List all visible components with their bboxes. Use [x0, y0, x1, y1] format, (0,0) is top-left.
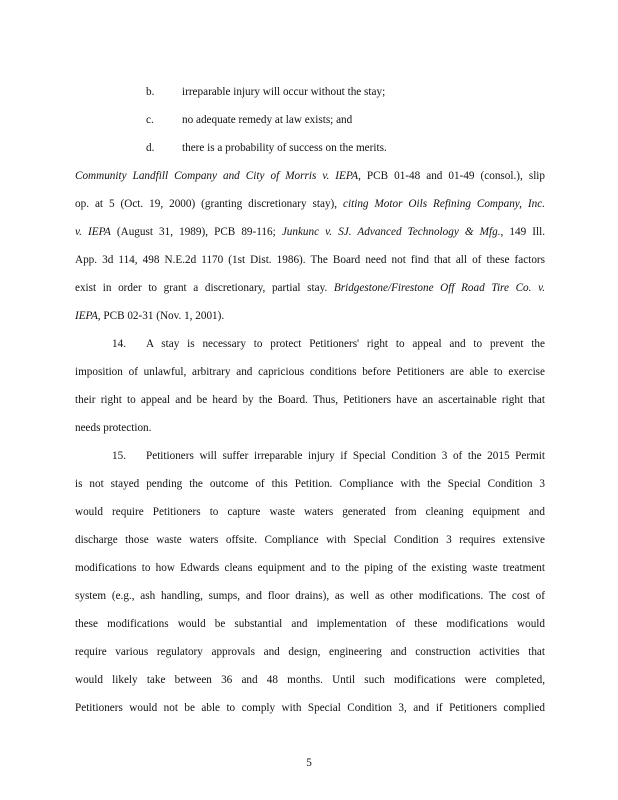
paragraph-number: 14. [112, 338, 126, 350]
paragraph-line: needs protection. [75, 422, 152, 434]
list-letter: b. [146, 86, 155, 98]
citation-text: exist in order to grant a discretionary, partial stay. [75, 282, 334, 294]
case-name: IEPA [75, 310, 98, 322]
citation-text: op. at 5 (Oct. 19, 2000) (granting discretionary stay), [75, 198, 344, 210]
citation-line [75, 197, 545, 211]
citation-line [75, 309, 545, 323]
paragraph-line: require various regulatory approvals and design, engineering and construction activities that [75, 646, 545, 658]
case-name: Bridgestone/Firestone Off Road Tire Co. v. [333, 282, 545, 294]
list-item-text: there is a probability of success on the merits. [182, 142, 387, 154]
paragraph-line: is not stayed pending the outcome of this Petition. Compliance with the Special Condition 3 [75, 478, 545, 490]
paragraph-line: discharge those waste waters offsite. Compliance with Special Condition 3 requires extensive [75, 534, 545, 546]
citation-line: App. 3d 114, 498 N.E.2d 1170 (1st Dist. 1986). The Board need not find that all of these factors [75, 254, 545, 266]
paragraph-line: would likely take between 36 and 48 months. Until such modifications were completed, [75, 674, 545, 686]
list-item-text: no adequate remedy at law exists; and [182, 114, 353, 126]
citation-text: , PCB 02-31 (Nov. 1, 2001). [97, 310, 225, 322]
citation-line [75, 225, 545, 239]
citation-line [75, 281, 545, 295]
paragraph-line: system (e.g., ash handling, sumps, and floor drains), as well as other modifications. The cost of [75, 590, 545, 602]
case-name: Junkunc v. SJ. Advanced Technology & Mfg. [281, 226, 501, 238]
paragraph-line: modifications to how Edwards cleans equipment and to the piping of the existing waste treatment [75, 562, 545, 574]
citation-line [75, 169, 545, 183]
case-name: v. IEPA [75, 226, 111, 238]
list-item-text: irreparable injury will occur without the stay; [182, 86, 386, 98]
paragraph-line: their right to appeal and be heard by the Board. Thus, Petitioners have an ascertainable right that [75, 394, 545, 406]
page-number: 5 [306, 757, 312, 769]
paragraph-line: imposition of unlawful, arbitrary and capricious conditions before Petitioners are able to exercise [75, 366, 545, 378]
paragraph-line: would require Petitioners to capture waste waters generated from cleaning equipment and [75, 506, 545, 518]
paragraph-line: these modifications would be substantial and implementation of these modifications would [75, 618, 545, 630]
paragraph-line: A stay is necessary to protect Petitioners' right to appeal and to prevent the [146, 338, 545, 350]
list-letter: d. [146, 142, 155, 154]
paragraph-line: Petitioners would not be able to comply with Special Condition 3, and if Petitioners complied [75, 702, 545, 714]
citation-text: , 149 Ill. [500, 226, 545, 238]
case-name: Community Landfill Company and City of Morris v. IEPA [75, 170, 359, 182]
citation-text: (August 31, 1989), PCB 89-116; [110, 226, 282, 238]
paragraph-line: Petitioners will suffer irreparable injury if Special Condition 3 of the 2015 Permit [146, 450, 545, 462]
paragraph-number: 15. [112, 450, 126, 462]
case-name: citing Motor Oils Refining Company, Inc. [343, 198, 545, 210]
list-letter: c. [146, 114, 154, 126]
citation-text: , PCB 01-48 and 01-49 (consol.), slip [358, 170, 546, 182]
